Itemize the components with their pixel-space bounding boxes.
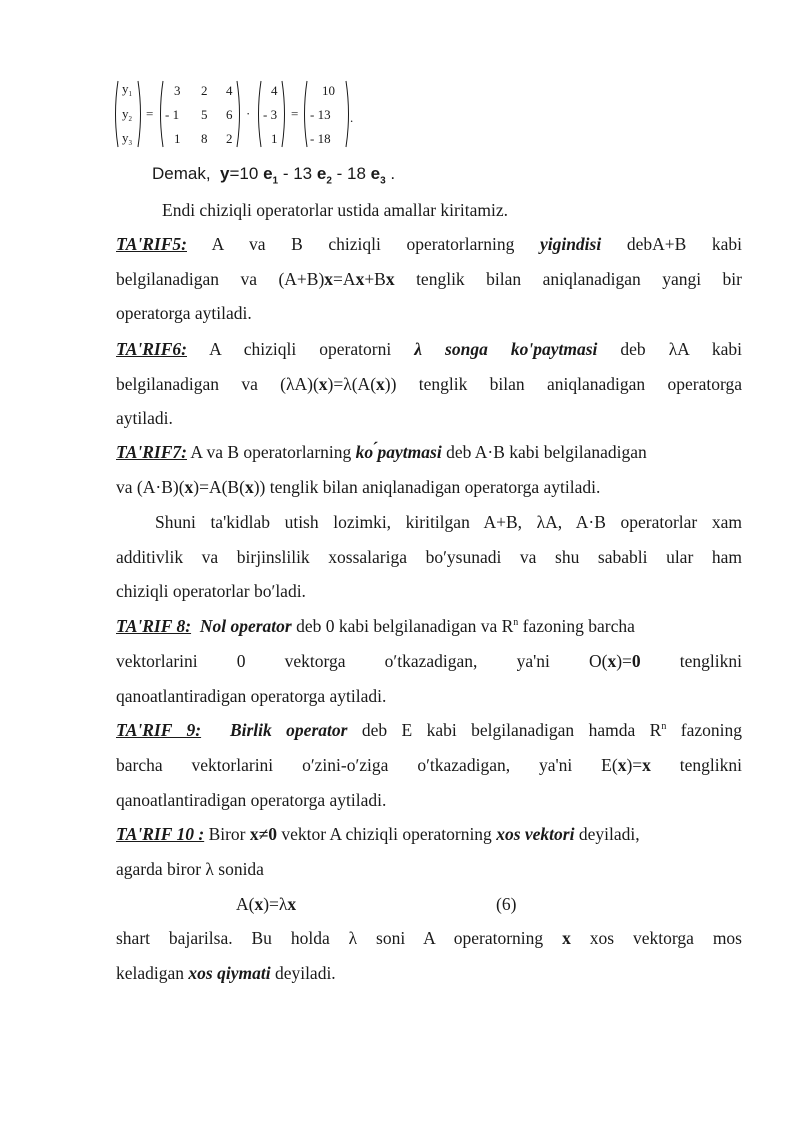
lhs-y2: $y_2$ xyxy=(122,106,132,123)
tarif10-heading: TA'RIF 10 : xyxy=(116,824,205,844)
tarif8-heading: TA'RIF 8: xyxy=(116,616,192,636)
tarif9-line2: barcha vektorlarini oʹzini-oʹziga oʹtkazadigan, ya'ni E(x)=x tenglikni xyxy=(116,755,743,775)
tarif10-line1: TA'RIF 10 : Biror x≠0 vektor A chiziqli operatorning xos vektori deyiladi, xyxy=(116,824,640,844)
left-paren xyxy=(305,81,308,147)
equals-sign-2: = xyxy=(291,106,299,121)
tarif6-heading: TA'RIF6: xyxy=(116,339,187,359)
x-2: - 3 xyxy=(263,107,278,122)
right-paren xyxy=(138,81,141,147)
a-31: 1 xyxy=(174,131,181,146)
tarif9-line1: TA'RIF 9: Birlik operator deb E kabi belgilanadigan hamda $R^n$ fazoning xyxy=(116,720,742,740)
left-paren xyxy=(259,81,262,147)
intro-line: Endi chiziqli operatorlar ustida amallar kiritamiz. xyxy=(162,200,508,220)
a-23: 6 xyxy=(226,107,233,122)
tarif7-line2: va (A·B)(x)=A(B(x)) tenglik bilan aniqlanadigan operatorga aytiladi. xyxy=(116,477,601,497)
tarif9-heading: TA'RIF 9: xyxy=(116,720,202,740)
dot-operator: · xyxy=(246,106,251,121)
left-paren xyxy=(116,81,119,147)
tarif5-line1: TA'RIF5: A va B chiziqli operatorlarning yigindisi debA+B kabi xyxy=(116,234,743,254)
shuni-line1: Shuni ta'kidlab utish lozimki, kiritilgan A+B, λA, A·B operatorlar xam xyxy=(155,512,742,532)
shuni-line3: chiziqli operatorlar boʹladi. xyxy=(116,581,306,601)
right-paren xyxy=(346,81,349,147)
tarif10-line4: shart bajarilsa. Bu holda λ soni A operatorning x xos vektorga mos xyxy=(116,928,742,948)
lhs-y3: $y_3$ xyxy=(122,130,132,147)
r-2: - 13 xyxy=(310,107,331,122)
equals-sign-1: = xyxy=(146,106,154,121)
end-period: . xyxy=(350,110,354,125)
tarif7-line1: TA'RIF7: A va B operatorlarning ko ́paytmasi deb A·B kabi belgilanadigan xyxy=(116,442,647,462)
equation-6: A(x)=λx xyxy=(236,894,297,914)
a-12: 2 xyxy=(201,83,208,98)
right-paren xyxy=(237,81,240,147)
tarif8-line1: TA'RIF 8: Nol operator deb 0 kabi belgilanadigan va $R^n$ fazoning barcha xyxy=(116,616,635,636)
x-1: 4 xyxy=(271,83,278,98)
tarif7-heading: TA'RIF7: xyxy=(116,442,187,462)
tarif6-line1: TA'RIF6: A chiziqli operatorni λ songa koʹpaytmasi deb λA kabi xyxy=(116,339,743,359)
tarif9-line3: qanoatlantiradigan operatorga aytiladi. xyxy=(116,790,387,810)
tarif10-line5: keladigan xos qiymati deyiladi. xyxy=(116,963,336,983)
r-1: 10 xyxy=(322,83,335,98)
tarif6-line2: belgilanadigan va (λA)(x)=λ(A(x)) tenglik bilan aniqlanadigan operatorga xyxy=(116,374,742,394)
tarif6-line3: aytiladi. xyxy=(116,408,173,428)
matrix-equation-svg xyxy=(112,78,372,150)
tarif5-heading: TA'RIF5: xyxy=(116,234,187,254)
tarif8-line3: qanoatlantiradigan operatorga aytiladi. xyxy=(116,686,387,706)
a-13: 4 xyxy=(226,83,233,98)
demak-line: Demak, y=10 $e_1 - 13$ $e_2 - 18$ $e_3$ . xyxy=(152,164,396,187)
a-33: 2 xyxy=(226,131,233,146)
a-22: 5 xyxy=(201,107,208,122)
matrix-equation xyxy=(112,78,372,150)
x-3: 1 xyxy=(271,131,278,146)
shuni-line2: additivlik va birjinslilik xossalariga boʹysunadi va shu sababli ular ham xyxy=(116,547,742,567)
tarif5-line2: belgilanadigan va (A+B)x=Ax+Bx tenglik bilan aniqlanadigan yangi bir xyxy=(116,269,742,289)
left-paren xyxy=(161,81,164,147)
right-paren xyxy=(282,81,285,147)
tarif10-line2: agarda biror λ sonida xyxy=(116,859,264,879)
a-11: 3 xyxy=(174,83,181,98)
lhs-y1: $y_1$ xyxy=(122,81,132,98)
equation-number: (6) xyxy=(496,894,517,914)
tarif5-line3: operatorga aytiladi. xyxy=(116,303,252,323)
r-3: - 18 xyxy=(310,131,331,146)
a-32: 8 xyxy=(201,131,208,146)
a-21: - 1 xyxy=(165,107,180,122)
tarif8-line2: vektorlarini 0 vektorga oʹtkazadigan, ya'ni O(x)=0 tenglikni xyxy=(116,651,743,671)
